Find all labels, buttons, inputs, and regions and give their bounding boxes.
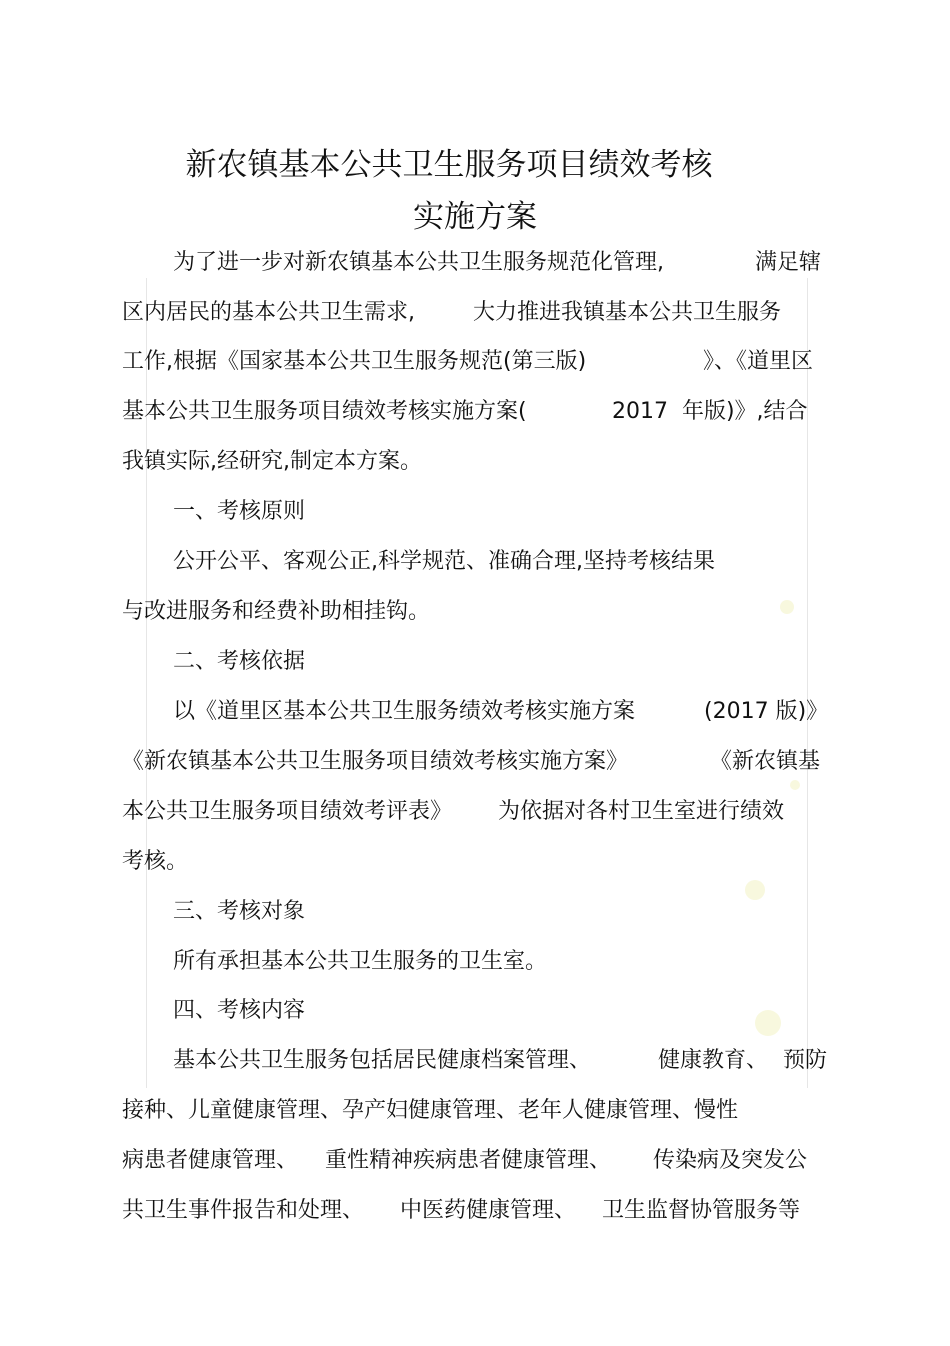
text-segment: 预防 [783,1048,828,1073]
document-title-line-2: 实施方案 [413,199,537,235]
text-segment: 二、考核依据 [173,649,306,674]
body-line [173,547,823,577]
body-line [122,847,322,877]
text-segment: 大力推进我镇基本公共卫生服务 [473,300,782,325]
text-segment: 区内居民的基本公共卫生需求, [122,300,415,325]
text-segment: 卫生监督协管服务等 [602,1198,801,1223]
section-heading [173,497,473,527]
body-line [173,697,843,727]
body-line [122,797,822,827]
body-line [122,1196,822,1226]
body-line [122,397,832,427]
text-segment: 公开公平、客观公正,科学规范、准确合理,坚持考核结果 [173,549,715,574]
body-line [122,1096,822,1126]
text-segment: 《新农镇基 [710,749,821,774]
text-segment: 健康教育、 [658,1048,769,1073]
section-heading [173,897,473,927]
text-segment: 基本公共卫生服务项目绩效考核实施方案( [122,399,527,424]
document-title-line-1: 新农镇基本公共卫生服务项目绩效考核 [185,147,713,183]
body-line [122,597,822,627]
text-segment: 重性精神疾病患者健康管理、 [325,1148,612,1173]
text-segment: 工作,根据《国家基本公共卫生服务规范(第三版) [122,349,587,374]
watermark-speck [790,780,800,790]
text-segment: 我镇实际,经研究,制定本方案。 [122,449,422,474]
text-segment: 为了进一步对新农镇基本公共卫生服务规范化管理, [173,250,664,275]
watermark-speck [755,1010,781,1036]
body-line [122,1146,832,1176]
text-segment: 以《道里区基本公共卫生服务绩效考核实施方案 [173,699,636,724]
section-heading [173,647,473,677]
section-heading [173,996,473,1026]
body-line [173,947,673,977]
body-line [122,298,822,328]
text-segment: (2017 版)》 [704,699,829,724]
text-segment: 满足辖 [755,250,822,275]
text-segment: 基本公共卫生服务包括居民健康档案管理、 [173,1048,592,1073]
text-segment: 共卫生事件报告和处理、 [122,1198,365,1223]
text-segment: 传染病及突发公 [653,1148,808,1173]
text-segment: 一、考核原则 [173,499,306,524]
body-line [122,447,822,477]
text-segment: 三、考核对象 [173,899,306,924]
text-segment: 《新农镇基本公共卫生服务项目绩效考核实施方案》 [122,749,629,774]
watermark-speck [745,880,765,900]
body-line [122,347,832,377]
text-segment: 病患者健康管理、 [122,1148,299,1173]
text-segment: 为依据对各村卫生室进行绩效 [498,799,785,824]
text-segment: 》、《道里区 [703,349,814,374]
text-segment: 2017 年版)》,结合 [612,399,808,424]
text-segment: 所有承担基本公共卫生服务的卫生室。 [173,949,548,974]
text-segment: 与改进服务和经费补助相挂钩。 [122,599,431,624]
text-segment: 考核。 [122,849,189,874]
text-segment: 中医药健康管理、 [400,1198,577,1223]
body-line [173,1046,833,1076]
body-line [173,248,833,278]
body-line [122,747,832,777]
text-segment: 本公共卫生服务项目绩效考评表》 [122,799,453,824]
text-segment: 四、考核内容 [173,998,306,1023]
text-segment: 接种、儿童健康管理、孕产妇健康管理、老年人健康管理、慢性 [122,1098,739,1123]
